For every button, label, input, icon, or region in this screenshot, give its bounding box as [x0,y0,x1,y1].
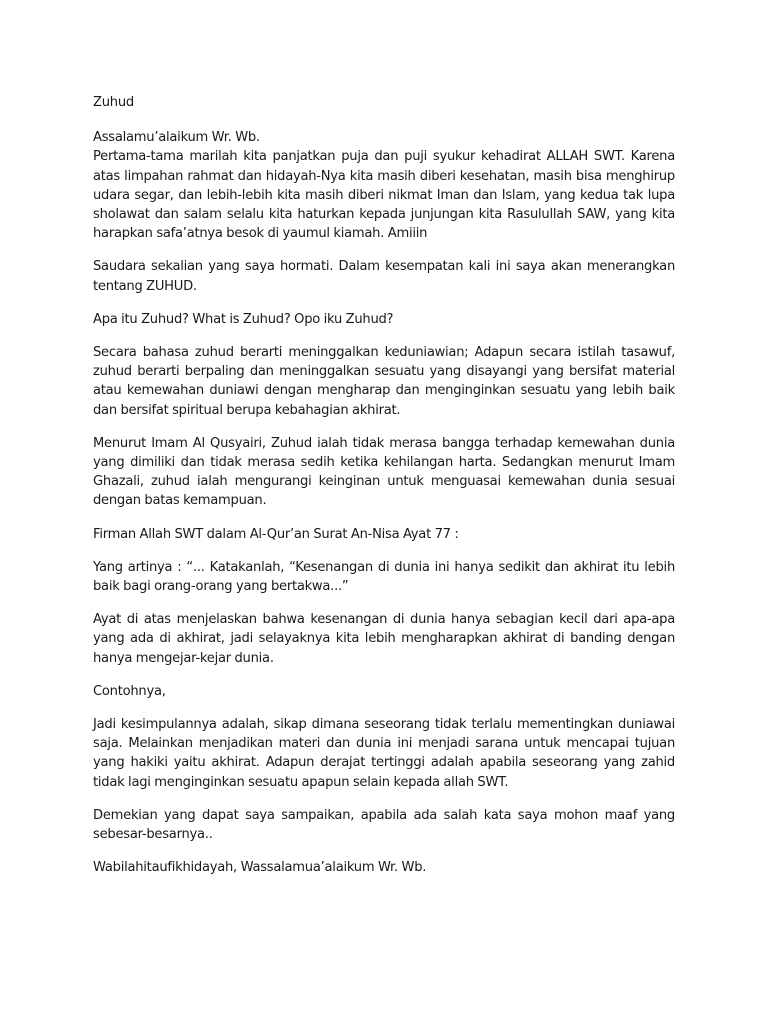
paragraph-explanation: Ayat di atas menjelaskan bahwa kesenangan di dunia hanya sebagian kecil dari apa-apa yang ada di akhirat, jadi selayaknya kita lebih mengharapkan akhirat di banding dengan hanya mengejar-kejar dunia. [93,612,675,666]
paragraph-closing: Demekian yang dapat saya sampaikan, apabila ada salah kata saya mohon maaf yang sebesar-besarnya.. [93,807,675,843]
paragraph-translation: Yang artinya : “... Katakanlah, “Kesenangan di dunia ini hanya sedikit dan akhirat itu lebih baik bagi orang-orang yang bertakwa...” [93,559,675,595]
paragraph-salutation: Wabilahitaufikhidayah, Wassalamua’alaikum Wr. Wb. [93,860,427,876]
paragraph-example: Contohnya, [93,683,166,699]
paragraph-opening: Pertama-tama marilah kita panjatkan puja dan puji syukur kehadirat ALLAH SWT. Karena atas limpahan rahmat dan hidayah-Nya kita masih diberi kesehatan, masih bisa menghirup udara segar, dan lebih-lebih kita masih diberi nikmat Iman dan Islam, yang kedua tak lupa sholawat dan salam selalu kita haturkan kepada junjungan kita Rasulullah SAW, yang kita harapkan safa’atnya besok di yaumul kiamah. Amiiin [93,149,675,242]
document-body [93,93,675,892]
paragraph-conclusion: Jadi kesimpulannya adalah, sikap dimana seseorang tidak terlalu mementingkan duniawai saja. Melainkan menjadikan materi dan dunia ini menjadi sarana untuk mencapai tujuan yang hakiki yaitu akhirat. Adapun derajat tertinggi adalah apabila seseorang yang zahid tidak lagi menginginkan sesuatu apapun selain kepada allah SWT. [93,717,675,790]
paragraph-intro: Saudara sekalian yang saya hormati. Dalam kesempatan kali ini saya akan menerangkan tentang ZUHUD. [93,259,675,294]
greeting-line: Assalamu’alaikum Wr. Wb. [93,130,260,146]
paragraph-definition: Secara bahasa zuhud berarti meninggalkan keduniawian; Adapun secara istilah tasawuf, zuhud berarti berpaling dan meninggalkan sesuatu yang disayangi yang bersifat material atau kemewahan duniawi dengan mengharap dan menginginkan sesuatu yang lebih baik dan bersifat spiritual berupa kebahagian akhirat. [93,345,675,418]
paragraph-scholars: Menurut Imam Al Qusyairi, Zuhud ialah tidak merasa bangga terhadap kemewahan dunia yang dimiliki dan tidak merasa sedih ketika kehilangan harta. Sedangkan menurut Imam Ghazali, zuhud ialah mengurangi keinginan untuk menguasai kemewahan dunia sesuai dengan batas kemampuan. [93,435,675,509]
paragraph-question: Apa itu Zuhud? What is Zuhud? Opo iku Zuhud? [93,311,394,327]
document-title: Zuhud [93,95,134,110]
paragraph-firman: Firman Allah SWT dalam Al-Qur’an Surat An-Nisa Ayat 77 : [93,526,459,542]
